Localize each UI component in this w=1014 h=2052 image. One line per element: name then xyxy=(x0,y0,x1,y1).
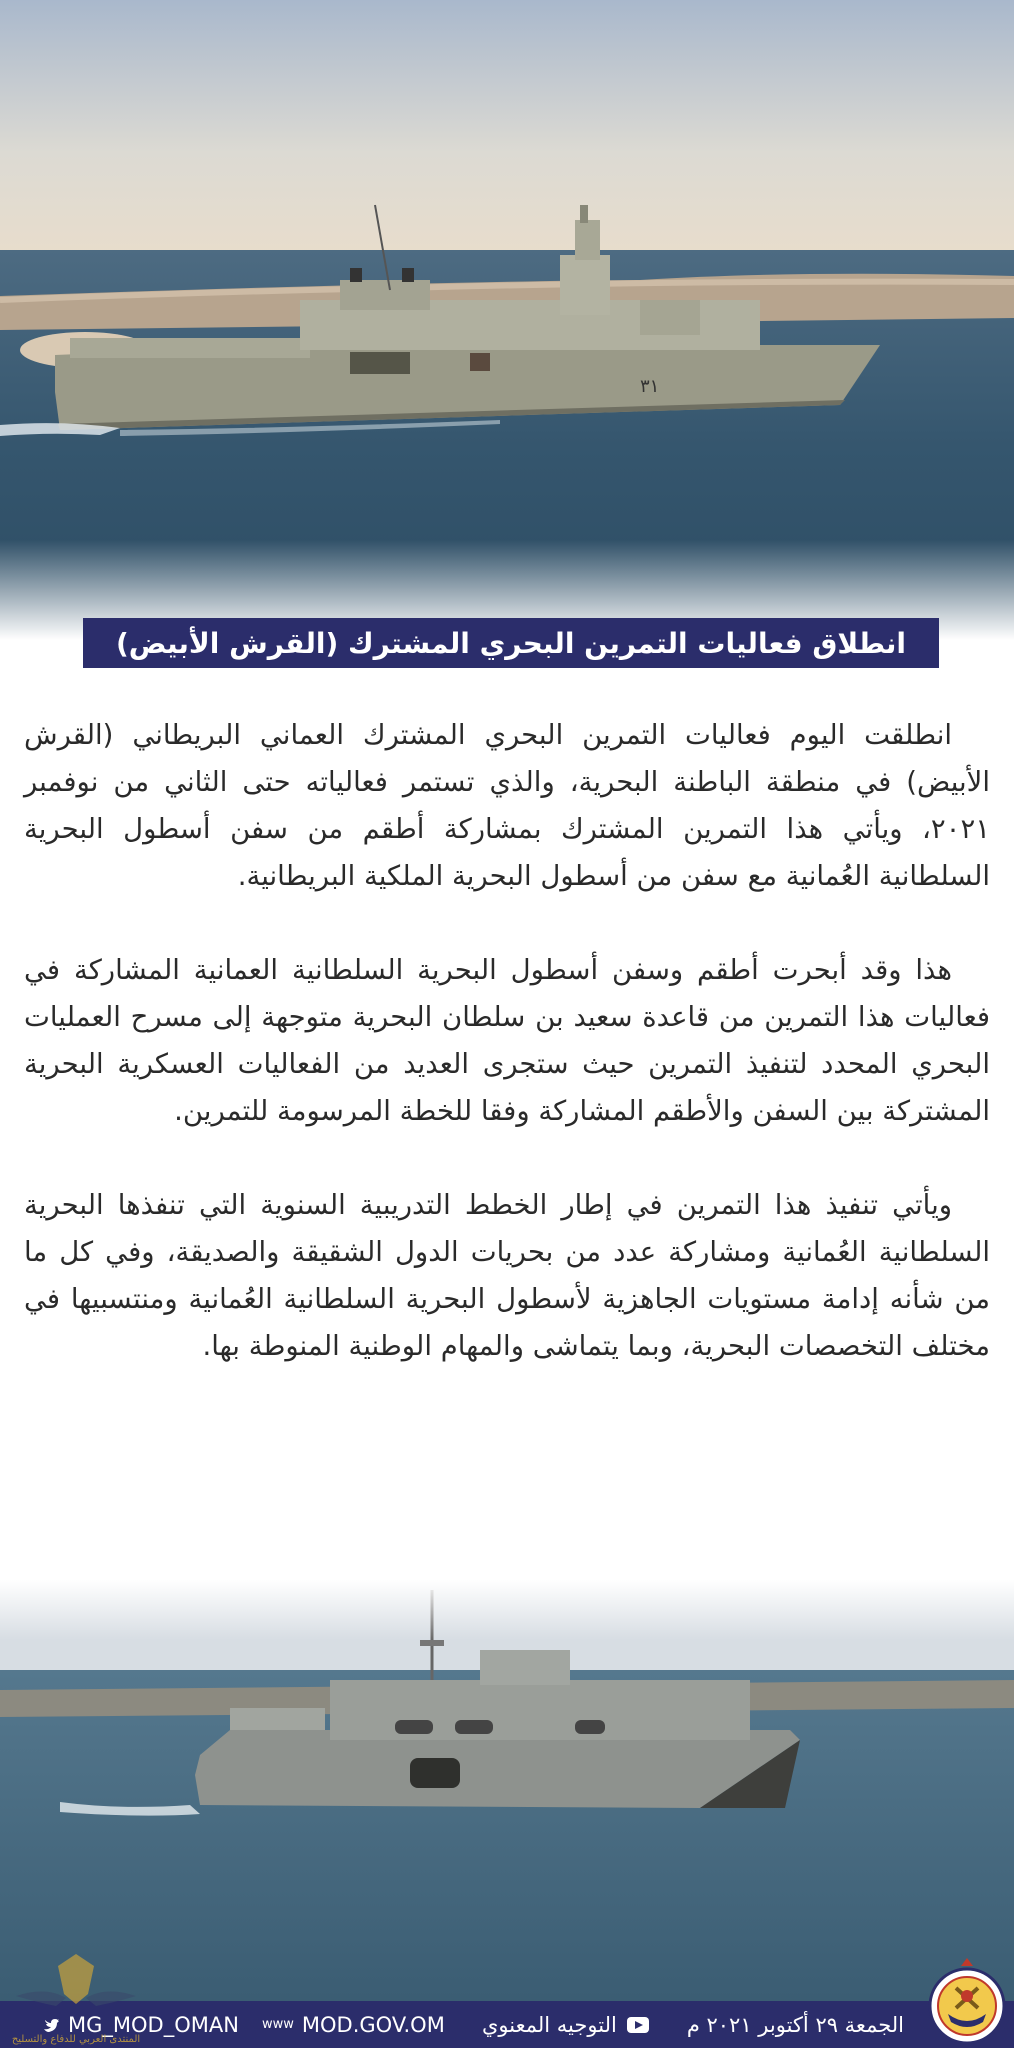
headline-banner xyxy=(83,618,939,668)
hero-photo-frigate xyxy=(0,0,1014,640)
footer-bar xyxy=(0,2001,1014,2048)
catamaran-illustration xyxy=(0,1580,1014,2010)
headline-text: انطلاق فعاليات التمرين البحري المشترك (القرش الأبيض) xyxy=(115,626,907,660)
www-label: www xyxy=(262,2017,294,2032)
website-label: MOD.GOV.OM xyxy=(301,2012,445,2037)
watermark-text: المنتدى العربي للدفاع والتسليح xyxy=(11,2034,141,2045)
crest-icon xyxy=(928,1956,1006,2046)
eagle-icon xyxy=(6,1946,146,2048)
forum-watermark-logo xyxy=(6,1946,146,2048)
frigate-illustration xyxy=(0,0,1014,640)
catamaran-photo xyxy=(0,1580,1014,2010)
paragraph: انطلقت اليوم فعاليات التمرين البحري المشترك العماني البريطاني (القرش الأبيض) في منطقة الباطنة البحرية، والذي تستمر فعالياته حتى الثاني من نوفمبر ٢٠٢١، ويأتي هذا التمرين المشترك بمشاركة أطقم من سفن أسطول البحرية السلطانية العُمانية مع سفن من أسطول البحرية الملكية البريطانية. xyxy=(24,719,990,892)
website-link[interactable] xyxy=(262,2001,445,2048)
youtube-channel-link[interactable] xyxy=(482,2001,649,2048)
hull-number: ٣١ xyxy=(640,376,660,397)
paragraph: ويأتي تنفيذ هذا التمرين في إطار الخطط التدريبية السنوية التي تنفذها البحرية السلطانية العُمانية ومشاركة عدد من بحريات الدول الشقيقة والصديقة، وفي كل ما من شأنه إدامة مستويات الجاهزية لأسطول البحرية السلطانية العُمانية ومنتسبيها في مختلف التخصصات البحرية، وبما يتماشى والمهام الوطنية المنوطة بها. xyxy=(24,1189,990,1362)
article-body xyxy=(24,712,990,1417)
handle-label: MG_MOD_OMAN xyxy=(68,2012,239,2037)
ministry-emblem-logo xyxy=(928,1956,1006,2046)
department-label: التوجيه المعنوي xyxy=(482,2012,617,2037)
footer-date: الجمعة ٢٩ أكتوبر ٢٠٢١ م xyxy=(686,2012,904,2037)
youtube-icon xyxy=(627,2017,649,2033)
paragraph: هذا وقد أبحرت أطقم وسفن أسطول البحرية السلطانية العمانية المشاركة في فعاليات هذا التمرين من قاعدة سعيد بن سلطان البحرية متوجهة إلى مسرح العمليات البحري المحدد لتنفيذ التمرين حيث ستجرى العديد من الفعاليات العسكرية البحرية المشتركة بين السفن والأطقم المشاركة وفقا للخطة المرسومة للتمرين. xyxy=(24,954,990,1127)
